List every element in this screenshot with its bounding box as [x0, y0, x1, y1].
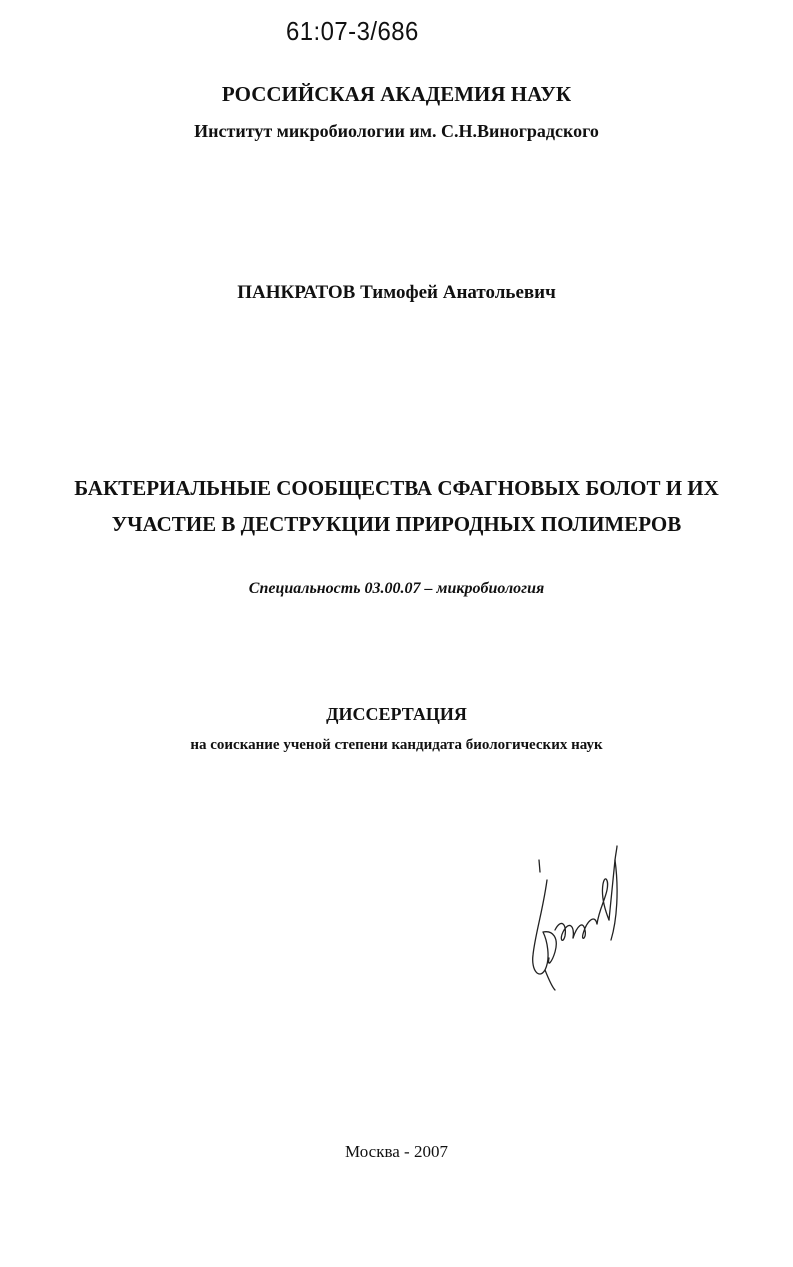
dissertation-title-line-2: УЧАСТИЕ В ДЕСТРУКЦИИ ПРИРОДНЫХ ПОЛИМЕРОВ: [111, 512, 682, 536]
handwritten-signature: [525, 840, 625, 995]
speciality-line: Специальность 03.00.07 – микробиология: [248, 580, 545, 597]
academy-heading: РОССИЙСКАЯ АКАДЕМИЯ НАУК: [221, 82, 572, 106]
place-and-year: Москва - 2007: [345, 1142, 448, 1161]
dissertation-title-line-1: БАКТЕРИАЛЬНЫЕ СООБЩЕСТВА СФАГНОВЫХ БОЛОТ И ИХ: [74, 476, 719, 500]
degree-line: на соискание ученой степени кандидата биологических наук: [190, 737, 603, 753]
institute-name: Институт микробиологии им. С.Н.Виноградского: [194, 121, 599, 141]
document-type: ДИССЕРТАЦИЯ: [326, 704, 467, 724]
archive-stamp-number: 61:07-3/686: [286, 16, 419, 46]
author-name: ПАНКРАТОВ Тимофей Анатольевич: [237, 282, 556, 303]
